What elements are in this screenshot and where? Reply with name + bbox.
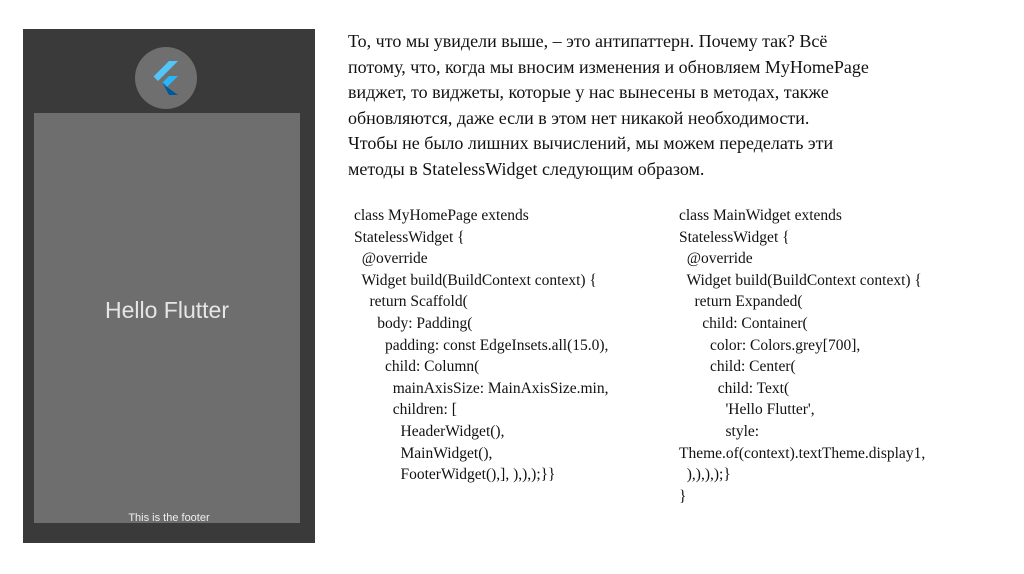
code-line: mainAxisSize: MainAxisSize.min, bbox=[354, 379, 609, 397]
main-widget-panel bbox=[34, 113, 300, 523]
logo-circle bbox=[135, 47, 197, 109]
code-line: return Expanded( bbox=[679, 293, 803, 311]
code-line: child: Column( bbox=[354, 358, 480, 376]
phone-screenshot bbox=[23, 29, 315, 543]
code-line: class MyHomePage extends bbox=[354, 207, 529, 224]
code-line: StatelessWidget { bbox=[679, 228, 790, 246]
code-line: Theme.of(context).textTheme.display1, bbox=[679, 444, 926, 462]
code-line: child: Text( bbox=[679, 379, 790, 397]
code-block-mainwidget bbox=[679, 205, 925, 507]
paragraph-line: Чтобы не было лишних вычислений, мы можем переделать эти bbox=[348, 133, 834, 153]
code-line: } bbox=[679, 487, 687, 505]
code-line: children: [ bbox=[354, 401, 457, 419]
code-line: MainWidget(), bbox=[354, 444, 493, 462]
code-line: ),),),);} bbox=[679, 466, 731, 484]
code-line: 'Hello Flutter', bbox=[679, 401, 815, 419]
code-line: FooterWidget(),], ),),);}} bbox=[354, 466, 556, 484]
code-line: body: Padding( bbox=[354, 314, 473, 332]
paragraph-line: методы в StatelessWidget следующим образом. bbox=[348, 158, 705, 179]
code-line: Widget build(BuildContext context) { bbox=[354, 271, 597, 289]
code-line: child: Center( bbox=[679, 358, 796, 376]
code-line: return Scaffold( bbox=[354, 293, 468, 311]
hello-flutter-text: Hello Flutter bbox=[105, 297, 229, 323]
code-line: StatelessWidget { bbox=[354, 228, 465, 246]
code-line: class MainWidget extends bbox=[679, 207, 842, 224]
paragraph-line: виджет, то виджеты, которые у нас вынесены в методах, также bbox=[348, 82, 829, 102]
code-line: HeaderWidget(), bbox=[354, 422, 505, 440]
code-line: @override bbox=[679, 250, 753, 268]
code-line: padding: const EdgeInsets.all(15.0), bbox=[354, 336, 609, 354]
flutter-logo-icon bbox=[151, 61, 181, 95]
paragraph-line: потому, что, когда мы вносим изменения и обновляем MyHomePage bbox=[348, 56, 869, 77]
code-line: color: Colors.grey[700], bbox=[679, 336, 861, 354]
paragraph-line: обновляются, даже если в этом нет никакой необходимости. bbox=[348, 107, 810, 128]
code-block-myhomepage bbox=[354, 205, 608, 486]
paragraph-line: То, что мы увидели выше, – это антипаттерн. Почему так? Всё bbox=[348, 31, 828, 51]
code-line: Widget build(BuildContext context) { bbox=[679, 271, 922, 289]
explanation-paragraph bbox=[348, 29, 988, 182]
footer-text: This is the footer bbox=[128, 512, 210, 524]
code-line: child: Container( bbox=[679, 314, 808, 332]
code-line: @override bbox=[354, 250, 428, 268]
code-line: style: bbox=[679, 422, 760, 440]
